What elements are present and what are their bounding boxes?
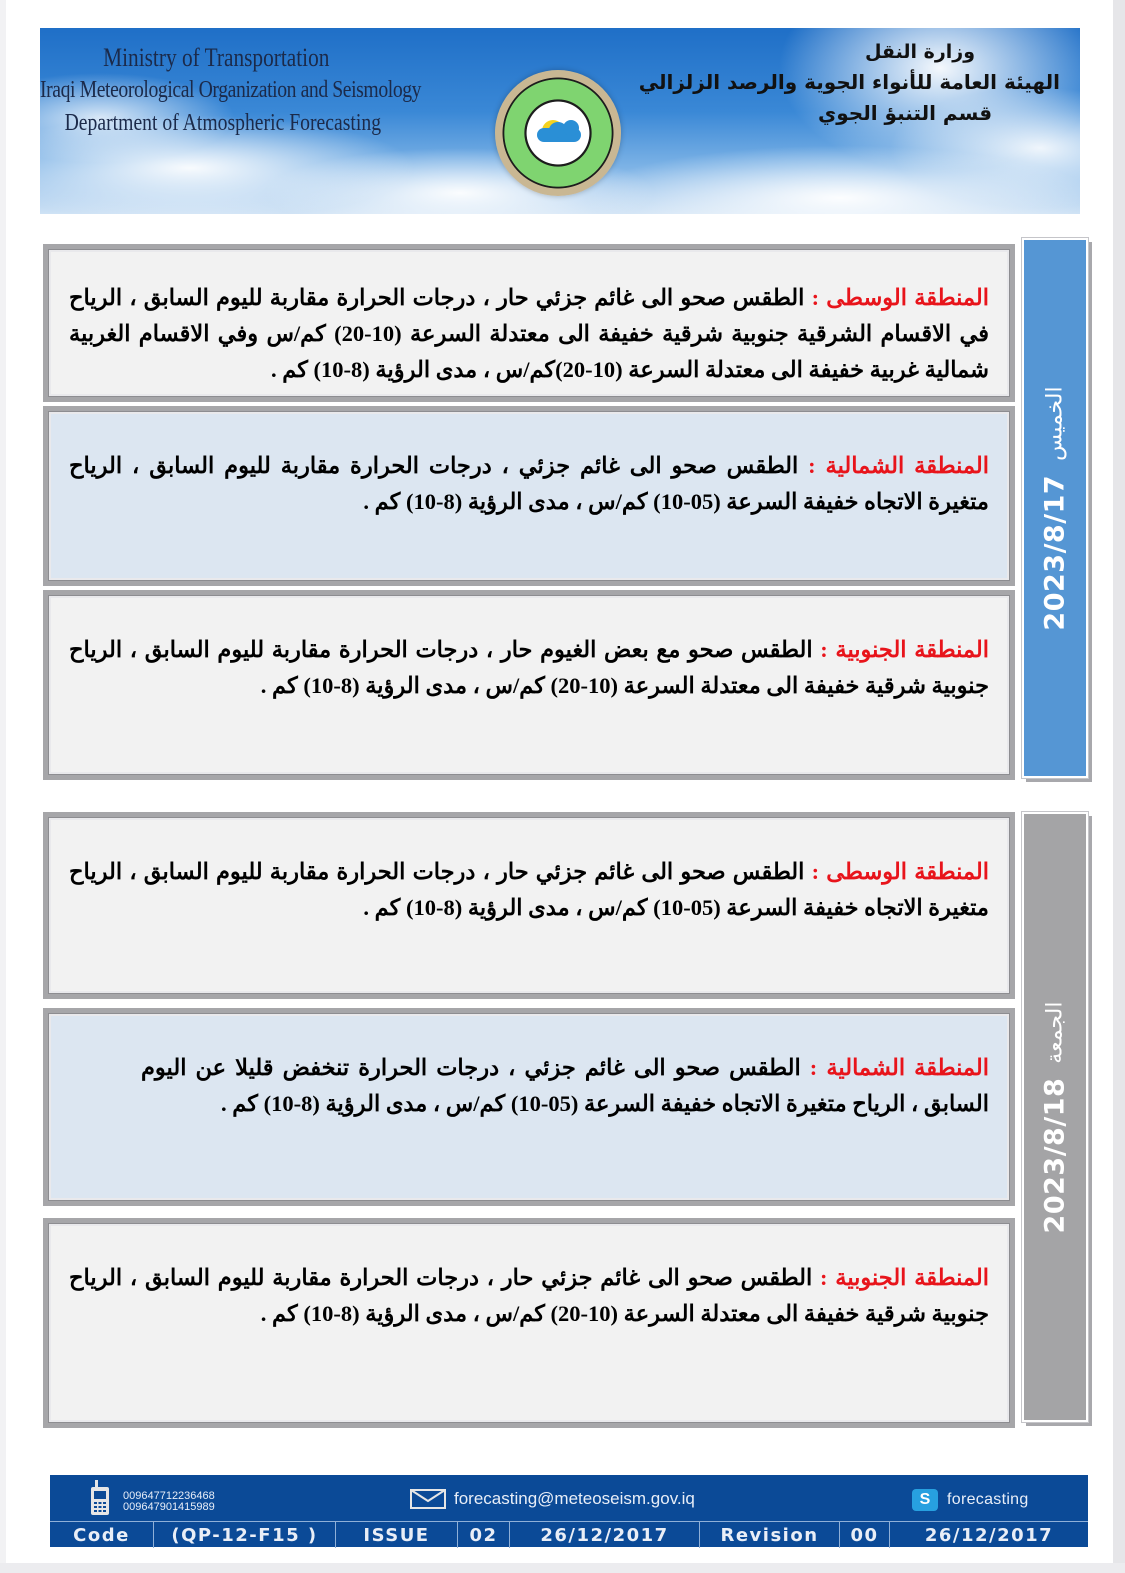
day1-northern-region-box bbox=[43, 406, 1015, 586]
day2-day-name: الجمعة bbox=[1042, 1001, 1068, 1064]
skype-handle[interactable]: forecasting bbox=[947, 1491, 1029, 1508]
organization-seal-icon bbox=[495, 70, 621, 196]
department-name-ar: قسم التنبؤ الجوي bbox=[817, 101, 993, 125]
revision-label: Revision bbox=[700, 1522, 840, 1548]
region-label: المنطقة الشمالية : bbox=[808, 453, 989, 478]
organization-name-ar: الهيئة العامة للأنواء الجوية والرصد الزلزالي bbox=[638, 70, 1060, 94]
document-code-row bbox=[50, 1521, 1088, 1547]
code-value: (QP-12-F15 ) bbox=[154, 1522, 336, 1548]
day1-date: 2023/8/17 bbox=[1039, 474, 1071, 631]
mobile-phone-icon bbox=[90, 1480, 110, 1516]
organization-name-en: Iraqi Meteorological Organization and Seismology bbox=[40, 77, 422, 103]
region-label: المنطقة الوسطى : bbox=[811, 285, 990, 310]
region-label: المنطقة الوسطى : bbox=[811, 859, 990, 884]
day2-southern-region-box bbox=[43, 1218, 1015, 1428]
forecast-text: الطقس صحو الى غائم جزئي حار ، درجات الحرارة مقاربة لليوم السابق ، الرياح جنوبية شرقية خفيفة الى معتدلة السرعة (10-20) كم/س ، مدى الرؤية (8-10) كم . bbox=[69, 1265, 989, 1326]
forecast-text: الطقس صحو الى غائم جزئي ، درجات الحرارة مقاربة لليوم السابق ، الرياح متغيرة الاتجاه خفيفة السرعة (05-10) كم/س ، مدى الرؤية (8-10) كم . bbox=[69, 453, 989, 514]
issue-value: 02 bbox=[458, 1522, 510, 1548]
forecast-text: الطقس صحو مع بعض الغيوم حار ، درجات الحرارة مقاربة لليوم السابق ، الرياح جنوبية شرقية خفيفة الى معتدلة السرعة (10-20) كم/س ، مدى الرؤية (8-10) كم . bbox=[69, 637, 989, 698]
day1-southern-region-box bbox=[43, 590, 1015, 780]
revision-value: 00 bbox=[840, 1522, 890, 1548]
page-edge-bottom bbox=[0, 1563, 1125, 1573]
email-contact[interactable] bbox=[410, 1489, 695, 1509]
phone-number-1[interactable]: 009647712236468 bbox=[123, 1490, 215, 1502]
revision-date: 26/12/2017 bbox=[924, 1524, 1054, 1546]
skype-icon: S bbox=[912, 1489, 938, 1511]
header-arabic-block bbox=[638, 38, 1060, 128]
region-label: المنطقة الجنوبية : bbox=[820, 1265, 990, 1290]
ministry-name-ar: وزارة النقل bbox=[864, 41, 976, 63]
page-edge-right bbox=[1113, 0, 1125, 1573]
issue-label: ISSUE bbox=[336, 1522, 458, 1548]
region-label: المنطقة الشمالية : bbox=[809, 1055, 989, 1080]
header-banner bbox=[40, 28, 1080, 214]
day1-date-bar bbox=[1022, 238, 1088, 778]
header-english-block bbox=[40, 42, 422, 140]
day2-date: 2023/8/18 bbox=[1039, 1077, 1071, 1233]
logo-cloud-shape bbox=[563, 120, 579, 136]
email-address[interactable]: forecasting@meteoseism.gov.iq bbox=[454, 1489, 695, 1508]
skype-contact[interactable] bbox=[912, 1489, 1029, 1511]
forecast-text: الطقس صحو الى غائم جزئي حار ، درجات الحرارة مقاربة لليوم السابق ، الرياح متغيرة الاتجاه خفيفة السرعة (05-10) كم/س ، مدى الرؤية (8-10) كم . bbox=[69, 859, 989, 920]
issue-date: 26/12/2017 bbox=[510, 1522, 700, 1548]
day1-central-region-box bbox=[43, 244, 1015, 402]
phone-number-2[interactable]: 009647901415989 bbox=[123, 1501, 215, 1513]
code-label: Code bbox=[50, 1522, 154, 1548]
footer-contact-bar bbox=[50, 1475, 1088, 1547]
page-edge-left bbox=[0, 0, 6, 1573]
day2-northern-region-box bbox=[43, 1008, 1015, 1206]
envelope-icon bbox=[410, 1489, 446, 1509]
day2-central-region-box bbox=[43, 812, 1015, 999]
day2-date-bar bbox=[1022, 812, 1088, 1422]
day1-day-name: الخميس bbox=[1042, 385, 1068, 461]
forecast-text: الطقس صحو الى غائم جزئي حار ، درجات الحرارة مقاربة لليوم السابق ، الرياح في الاقسام الشرقية جنوبية شرقية خفيفة الى معتدلة السرعة (10-20) كم/س وفي الاقسام الغربية شمالية غربية خفيفة الى معتدلة السرعة (10-20)كم/س ، مدى الرؤية (8-10) كم . bbox=[69, 285, 989, 382]
forecast-text: الطقس صحو الى غائم جزئي ، درجات الحرارة تنخفض قليلا عن اليوم السابق ، الرياح متغيرة الاتجاه خفيفة السرعة (05-10) كم/س ، مدى الرؤية (8-10) كم . bbox=[141, 1055, 989, 1116]
ministry-name-en: Ministry of Transportation bbox=[103, 43, 330, 72]
region-label: المنطقة الجنوبية : bbox=[820, 637, 989, 662]
department-name-en: Department of Atmospheric Forecasting bbox=[64, 110, 382, 136]
phone-numbers bbox=[123, 1491, 215, 1513]
